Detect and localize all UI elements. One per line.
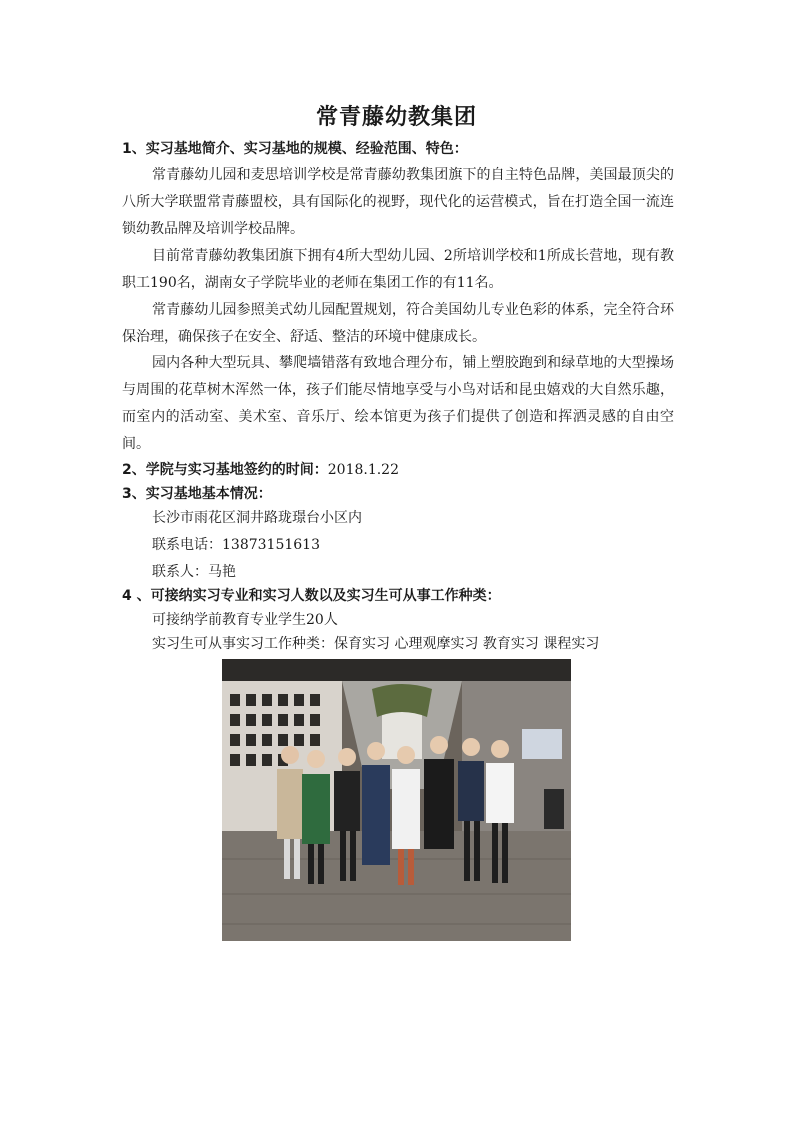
section-1-paragraph-2: 目前常青藤幼教集团旗下拥有4所大型幼儿园、2所培训学校和1所成长营地，现有教职工190名，湖南女子学院毕业的老师在集团工作的有11名。 — [122, 248, 674, 291]
contact-line: 联系人：马艳 — [152, 564, 236, 580]
section-4-heading: 4 、可接纳实习专业和实习人数以及实习生可从事工作种类： — [122, 588, 501, 604]
section-1-paragraph-4: 园内各种大型玩具、攀爬墙错落有致地合理分布，铺上塑胶跑到和绿草地的大型操场与周围的花草树木浑然一体，孩子们能尽情地享受与小鸟对话和昆虫嬉戏的大自然乐趣，而室内的活动室、美术室、音乐厅、绘本馆更为孩子们提供了创造和挥洒灵感的自由空间。 — [122, 355, 674, 452]
section-1-heading: 1、实习基地简介、实习基地的规模、经验范围、特色： — [122, 141, 468, 157]
section-1-paragraph-1: 常青藤幼儿园和麦思培训学校是常青藤幼教集团旗下的自主特色品牌，美国最顶尖的八所大学联盟常青藤盟校，具有国际化的视野，现代化的运营模式，旨在打造全国一流连锁幼教品牌及培训学校品牌。 — [122, 167, 674, 237]
work-types-line: 实习生可从事实习工作种类：保育实习 心理观摩实习 教育实习 课程实习 — [152, 636, 600, 652]
page-title: 常青藤幼教集团 — [315, 105, 477, 130]
phone-line: 联系电话：13873151613 — [152, 537, 320, 553]
section-2-label: 2、学院与实习基地签约的时间： — [122, 462, 328, 478]
sign-date: 2018.1.22 — [327, 462, 400, 478]
group-photo — [222, 659, 571, 941]
section-1-paragraph-3: 常青藤幼儿园参照美式幼儿园配置规划，符合美国幼儿专业色彩的体系，完全符合环保治理，确保孩子在安全、舒适、整洁的环境中健康成长。 — [122, 302, 674, 345]
address-line: 长沙市雨花区洞井路珑璟台小区内 — [152, 510, 362, 526]
section-2-heading — [122, 459, 399, 479]
capacity-line: 可接纳学前教育专业学生20人 — [152, 612, 338, 628]
section-3-heading: 3、实习基地基本情况： — [122, 486, 272, 502]
